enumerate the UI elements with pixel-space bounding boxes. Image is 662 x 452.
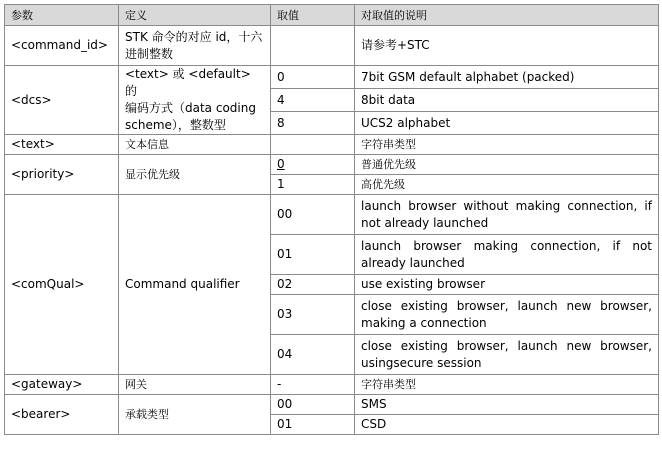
table-row-command-id bbox=[5, 26, 659, 66]
desc-dcs-0: 7bit GSM default alphabet (packed) bbox=[355, 66, 659, 89]
desc-gateway: 字符串类型 bbox=[355, 375, 659, 395]
def-comqual: Command qualifier bbox=[119, 195, 271, 375]
table-row-priority-0 bbox=[5, 155, 659, 175]
desc-comqual-4 bbox=[355, 335, 659, 375]
param-command-id: <command_id> bbox=[5, 26, 119, 66]
value-gateway: - bbox=[271, 375, 355, 395]
value-comqual-3: 03 bbox=[271, 295, 355, 335]
desc-comqual-1 bbox=[355, 235, 659, 275]
value-priority-0 bbox=[271, 155, 355, 175]
header-definition: 定义 bbox=[119, 5, 271, 26]
param-gateway: <gateway> bbox=[5, 375, 119, 395]
def-dcs-line1: <text> 或 <default> 的 bbox=[125, 67, 251, 98]
desc-comqual-4-line2: usingsecure session bbox=[361, 355, 482, 370]
desc-comqual-0-line2: not already launched bbox=[361, 215, 489, 230]
def-command-id-line1: STK 命令的对应 id，十六 bbox=[125, 29, 263, 44]
desc-command-id: 请参考+STC bbox=[355, 26, 659, 66]
desc-comqual-1-line1: launch browser making connection, if not bbox=[361, 238, 652, 253]
desc-comqual-1-line2: already launched bbox=[361, 255, 465, 270]
value-dcs-0: 0 bbox=[271, 66, 355, 89]
table-row-text bbox=[5, 135, 659, 155]
table-row-dcs-0 bbox=[5, 66, 659, 89]
def-dcs-line2: 编码方式（data coding bbox=[125, 101, 256, 115]
value-comqual-0: 00 bbox=[271, 195, 355, 235]
desc-bearer-0: SMS bbox=[355, 395, 659, 415]
def-gateway: 网关 bbox=[119, 375, 271, 395]
desc-text: 字符串类型 bbox=[355, 135, 659, 155]
desc-comqual-0-line1: launch browser without making connection, if bbox=[361, 198, 652, 213]
desc-comqual-3-line2: making a connection bbox=[361, 315, 487, 330]
parameter-table bbox=[4, 4, 659, 435]
desc-comqual-0 bbox=[355, 195, 659, 235]
desc-priority-1: 高优先级 bbox=[355, 175, 659, 195]
desc-comqual-4-line1: close existing browser, launch new browser, bbox=[361, 338, 652, 353]
value-bearer-0: 00 bbox=[271, 395, 355, 415]
desc-dcs-2: UCS2 alphabet bbox=[355, 112, 659, 135]
value-comqual-4: 04 bbox=[271, 335, 355, 375]
desc-dcs-1: 8bit data bbox=[355, 89, 659, 112]
value-priority-0-text: 0 bbox=[277, 157, 285, 171]
table-header-row bbox=[5, 5, 659, 26]
desc-comqual-2: use existing browser bbox=[355, 275, 659, 295]
value-dcs-1: 4 bbox=[271, 89, 355, 112]
param-dcs: <dcs> bbox=[5, 66, 119, 135]
header-value: 取值 bbox=[271, 5, 355, 26]
def-dcs bbox=[119, 66, 271, 135]
value-command-id bbox=[271, 26, 355, 66]
def-text: 文本信息 bbox=[119, 135, 271, 155]
value-bearer-1: 01 bbox=[271, 415, 355, 435]
desc-comqual-3-line1: close existing browser, launch new browser, bbox=[361, 298, 652, 313]
header-param: 参数 bbox=[5, 5, 119, 26]
param-text: <text> bbox=[5, 135, 119, 155]
desc-priority-0: 普通优先级 bbox=[355, 155, 659, 175]
value-text bbox=[271, 135, 355, 155]
param-priority: <priority> bbox=[5, 155, 119, 195]
def-dcs-line3: scheme），整数型 bbox=[125, 118, 226, 132]
value-priority-1: 1 bbox=[271, 175, 355, 195]
def-bearer: 承载类型 bbox=[119, 395, 271, 435]
header-description: 对取值的说明 bbox=[355, 5, 659, 26]
param-comqual: <comQual> bbox=[5, 195, 119, 375]
desc-bearer-1: CSD bbox=[355, 415, 659, 435]
table-row-comqual-0 bbox=[5, 195, 659, 235]
desc-comqual-3 bbox=[355, 295, 659, 335]
def-priority: 显示优先级 bbox=[119, 155, 271, 195]
table-row-bearer-0 bbox=[5, 395, 659, 415]
param-bearer: <bearer> bbox=[5, 395, 119, 435]
table-row-gateway bbox=[5, 375, 659, 395]
value-comqual-2: 02 bbox=[271, 275, 355, 295]
def-command-id-line2: 进制整数 bbox=[125, 46, 174, 61]
value-dcs-2: 8 bbox=[271, 112, 355, 135]
def-command-id bbox=[119, 26, 271, 66]
value-comqual-1: 01 bbox=[271, 235, 355, 275]
